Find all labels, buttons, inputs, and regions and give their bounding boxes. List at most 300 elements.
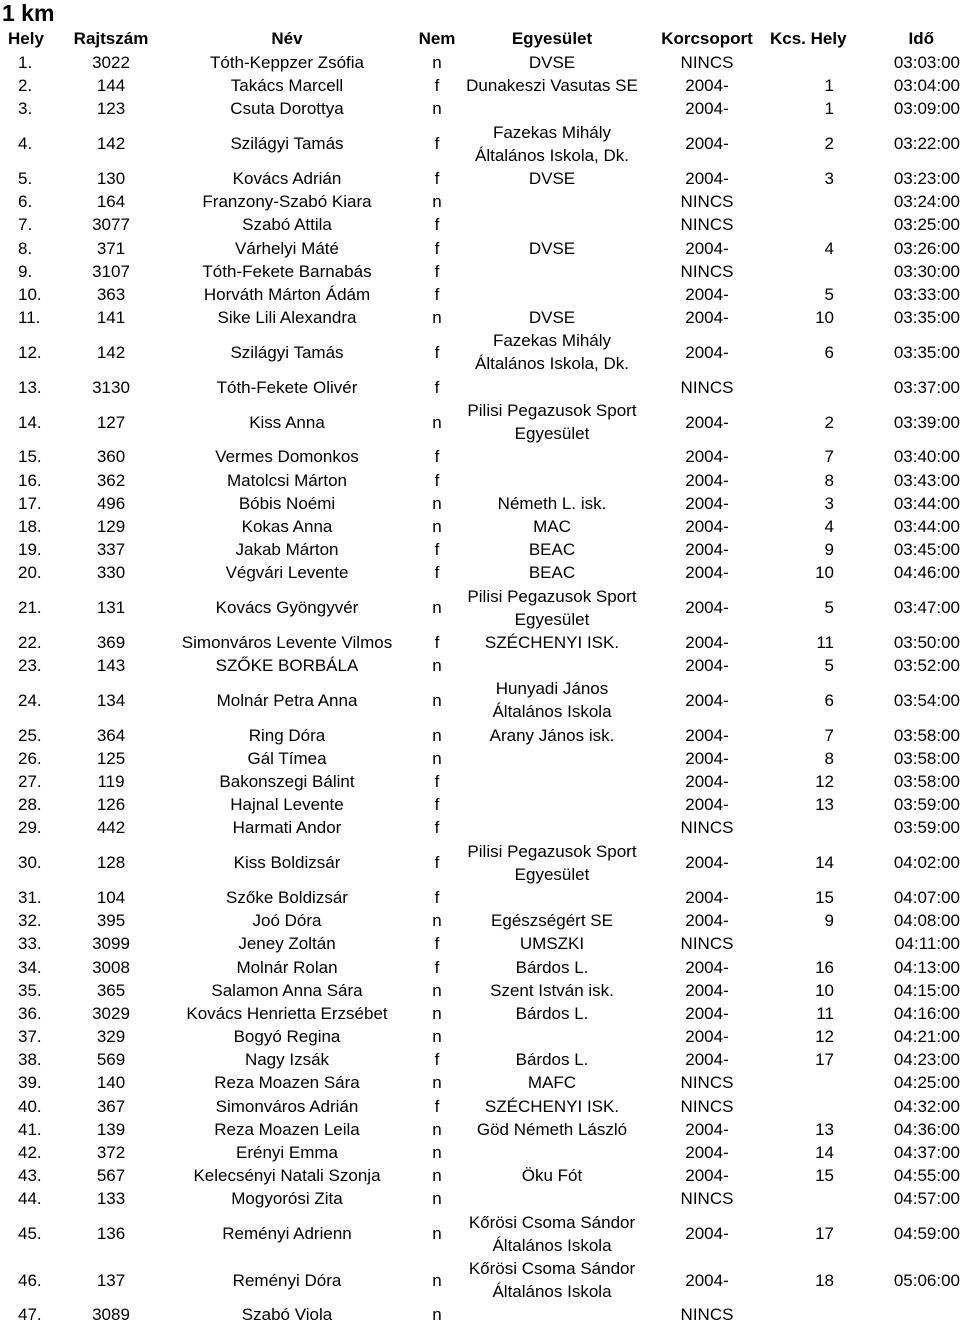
rajtszam-cell: 125 [96,748,126,768]
nev-cell: Horváth Márton Ádám [203,284,371,304]
header-egyesulet: Egyesület [511,29,593,48]
hely-cell: 14. [18,412,42,432]
hely-cell: 34. [18,957,42,977]
kcs-hely-cell: 13 [815,1119,834,1139]
kcs-hely-cell: 3 [824,169,834,189]
rajtszam-cell: 134 [96,690,126,710]
table-row [0,376,960,399]
ido-cell: 03:22:00 [893,134,960,154]
table-row [0,770,960,793]
rajtszam-cell: 3107 [92,261,130,281]
egyesulet-cell: SZÉCHENYI ISK. [484,1096,620,1116]
korcsoport-cell: 2004- [685,795,729,815]
nev-cell: Tóth-Fekete Olivér [216,377,358,397]
hely-cell: 33. [18,934,42,954]
rajtszam-cell: 130 [96,169,126,189]
nem-cell: f [434,169,440,189]
ido-cell: 03:35:00 [893,342,960,362]
table-row [0,538,960,561]
nem-cell: n [432,980,442,1000]
table-row [0,955,960,978]
rajtszam-cell: 129 [96,516,126,536]
kcs-hely-cell: 10 [815,980,834,1000]
nem-cell: f [434,342,440,362]
ido-cell: 03:58:00 [893,725,960,745]
kcs-hely-cell: 11 [816,1003,834,1023]
kcs-hely-cell: 5 [824,598,834,618]
nev-cell: Hajnal Levente [230,795,344,815]
page-title: 1 km [2,0,55,26]
table-row [0,260,960,283]
hely-cell: 40. [18,1096,42,1116]
table-row [0,329,960,375]
nem-cell: n [432,1270,442,1290]
rajtszam-cell: 133 [96,1189,126,1209]
table-row [0,97,960,120]
nem-cell: f [434,447,440,467]
kcs-hely-cell: 2 [824,412,834,432]
korcsoport-cell: 2004- [685,447,729,467]
table-row [0,515,960,538]
ido-cell: 04:55:00 [893,1166,960,1186]
kcs-hely-cell: 12 [815,771,834,791]
hely-cell: 41. [18,1119,42,1139]
hely-cell: 43. [18,1166,42,1186]
rajtszam-cell: 442 [96,818,126,838]
table-row [0,1048,960,1071]
nem-cell: n [432,725,442,745]
nev-cell: Reményi Dóra [232,1270,342,1290]
ido-cell: 03:39:00 [893,412,960,432]
header-rajtszam: Rajtszám [73,29,149,48]
nem-cell: n [432,1073,442,1093]
table-row [0,1210,960,1256]
egyesulet-cell: DVSE [528,169,576,189]
ido-cell: 04:32:00 [893,1096,960,1116]
hely-cell: 39. [18,1073,42,1093]
header-ido: Idő [908,29,934,48]
table-row [0,1164,960,1187]
ido-cell [834,1303,960,1326]
ido-cell: 03:25:00 [893,215,960,235]
korcsoport-cell: NINCS [680,818,734,838]
kcs-hely-cell: 10 [815,308,834,328]
hely-cell: 20. [18,563,42,583]
nev-cell: Simonváros Adrián [215,1096,359,1116]
egyesulet-cell: UMSZKI [519,934,585,954]
rajtszam-cell: 3022 [92,53,130,73]
nev-cell: Matolcsi Márton [227,470,347,490]
kcs-hely-cell [770,1303,834,1326]
ido-cell: 03:30:00 [893,261,960,281]
kcs-hely-cell: 17 [815,1050,834,1070]
korcsoport-cell: 2004- [685,1270,729,1290]
nev-cell: Tóth-Fekete Barnabás [202,261,372,281]
nem-cell: n [432,412,442,432]
korcsoport-cell: 2004- [685,516,729,536]
kcs-hely-cell: 17 [815,1224,834,1244]
kcs-hely-cell: 7 [824,447,834,467]
rajtszam-cell: 144 [96,76,126,96]
nem-cell: n [432,53,442,73]
nev-cell: Molnár Rolan [236,957,338,977]
nev-cell: Reményi Adrienn [222,1224,352,1244]
egyesulet-cell [460,1187,644,1210]
egyesulet-cell: MAFC [527,1073,577,1093]
kcs-hely-cell: 6 [824,342,834,362]
egyesulet-cell: DVSE [528,238,576,258]
hely-cell: 26. [18,748,42,768]
rajtszam-cell: 569 [96,1050,126,1070]
nev-cell: Kiss Anna [249,412,325,432]
rajtszam-cell: 119 [97,771,125,791]
kcs-hely-cell [770,190,834,213]
egyesulet-cell [460,213,644,236]
korcsoport-cell: 2004- [685,1224,729,1244]
hely-cell: 47. [18,1305,42,1325]
korcsoport-cell: NINCS [680,53,734,73]
ido-cell: 04:07:00 [893,887,960,907]
hely-cell: 19. [18,540,42,560]
rajtszam-cell: 3099 [92,934,130,954]
rajtszam-cell: 360 [96,447,126,467]
rajtszam-cell: 164 [96,192,126,212]
table-row [0,121,960,167]
kcs-hely-cell: 16 [815,957,834,977]
nem-cell: n [432,598,442,618]
nev-cell: Bogyó Regina [233,1027,341,1047]
ido-cell: 04:59:00 [893,1224,960,1244]
kcs-hely-cell: 15 [815,887,834,907]
results-table [0,27,960,1326]
egyesulet-cell [460,770,644,793]
ido-cell: 04:11:00 [895,934,960,954]
kcs-hely-cell: 10 [815,563,834,583]
kcs-hely-cell [770,260,834,283]
korcsoport-cell: 2004- [685,1027,729,1047]
kcs-hely-cell [770,932,834,955]
kcs-hely-cell: 9 [824,911,834,931]
kcs-hely-cell [770,51,834,74]
nev-cell: Salamon Anna Sára [211,980,363,1000]
nem-cell: n [432,1027,442,1047]
ido-cell: 03:58:00 [893,748,960,768]
kcs-hely-cell [770,1071,834,1094]
nev-cell: Reza Moazen Sára [214,1073,360,1093]
rajtszam-cell: 123 [96,99,126,119]
rajtszam-cell: 372 [96,1143,126,1162]
egyesulet-cell: BEAC [528,563,576,583]
egyesulet-cell [460,1025,644,1048]
egyesulet-cell: Kőrösi Csoma Sándor Általános Iskola [468,1212,636,1255]
nev-cell: Jeney Zoltán [238,934,336,954]
hely-cell: 5. [18,169,33,189]
egyesulet-cell [460,283,644,306]
hely-cell: 13. [18,377,42,397]
kcs-hely-cell [770,1187,834,1210]
korcsoport-cell: 2004- [685,1003,729,1023]
kcs-hely-cell: 4 [824,516,834,536]
kcs-hely-cell: 15 [815,1166,834,1186]
table-row [0,399,960,445]
egyesulet-cell [460,97,644,120]
nev-cell: Tóth-Keppzer Zsófia [209,53,364,73]
korcsoport-cell: 2004- [685,470,729,490]
egyesulet-cell: Arany János isk. [489,725,615,745]
nem-cell: n [432,1224,442,1244]
nev-cell: Bóbis Noémi [238,493,336,513]
kcs-hely-cell: 13 [815,795,834,815]
hely-cell: 29. [18,818,42,838]
nem-cell: f [434,887,440,907]
table-row [0,584,960,630]
rajtszam-cell: 3008 [92,957,130,977]
nem-cell: n [432,748,442,768]
hely-cell: 15. [18,447,42,467]
hely-cell: 1. [18,53,33,73]
rajtszam-cell: 3029 [92,1003,130,1023]
header-kcs-hely: Kcs. Hely [770,29,847,48]
korcsoport-cell: NINCS [680,934,734,954]
rajtszam-cell: 141 [96,308,126,328]
table-row [0,1071,960,1094]
hely-cell: 37. [18,1027,42,1047]
nem-cell: n [432,690,442,710]
hely-cell: 4. [18,134,33,154]
nem-cell: f [434,1050,440,1070]
ido-cell: 03:58:00 [893,771,960,791]
ido-cell: 04:25:00 [893,1073,960,1093]
table-row [0,979,960,1002]
ido-cell: 04:16:00 [893,1003,960,1023]
nem-cell: f [434,76,440,96]
rajtszam-cell: 371 [96,238,126,258]
hely-cell: 25. [18,725,42,745]
korcsoport-cell: 2004- [685,980,729,1000]
nem-cell: n [432,1305,442,1325]
table-row [0,468,960,491]
egyesulet-cell: Bárdos L. [515,957,589,977]
header-row [0,27,960,51]
korcsoport-cell: 2004- [685,563,729,583]
kcs-hely-cell: 4 [824,238,834,258]
nev-cell: SZŐKE BORBÁLA [215,656,359,676]
nev-cell: Joó Dóra [252,911,322,931]
nev-cell: Bakonszegi Bálint [219,771,355,791]
egyesulet-cell [460,445,644,468]
nev-cell: Vermes Domonkos [215,447,359,467]
ido-cell: 03:45:00 [893,540,960,560]
ido-cell: 03:24:00 [893,192,960,212]
ido-cell: 03:26:00 [893,238,960,258]
rajtszam-cell: 362 [96,470,126,490]
table-row [0,190,960,213]
egyesulet-cell [460,1141,644,1164]
kcs-hely-cell: 18 [815,1270,834,1290]
rajtszam-cell: 365 [96,980,126,1000]
nem-cell: f [434,261,440,281]
nem-cell: f [434,771,440,791]
table-row [0,677,960,723]
ido-cell: 03:44:00 [893,493,960,513]
ido-cell: 04:15:00 [893,980,960,1000]
nem-cell: f [434,934,440,954]
nem-cell: f [434,795,440,815]
ido-cell: 03:47:00 [893,598,960,618]
ido-cell: 03:54:00 [893,690,960,710]
nem-cell: f [434,1096,440,1116]
egyesulet-cell [460,1303,644,1326]
kcs-hely-cell [770,1095,834,1118]
ido-cell: 04:37:00 [893,1143,960,1162]
hely-cell: 36. [18,1003,42,1023]
nem-cell: f [434,957,440,977]
nev-cell: Kovács Gyöngyvér [215,598,359,618]
ido-cell: 04:13:00 [893,957,960,977]
korcsoport-cell: 2004- [685,412,729,432]
kcs-hely-cell: 3 [824,493,834,513]
nev-cell: Kiss Boldizsár [233,853,341,873]
ido-cell: 04:02:00 [893,853,960,873]
korcsoport-cell: 2004- [685,308,729,328]
nem-cell: n [432,99,442,119]
table-row [0,213,960,236]
ido-cell: 03:43:00 [893,470,960,490]
rajtszam-cell: 143 [96,656,126,676]
kcs-hely-cell: 8 [824,748,834,768]
ido-cell: 04:08:00 [893,911,960,931]
korcsoport-cell: 2004- [685,656,729,676]
korcsoport-cell: 2004- [685,493,729,513]
kcs-hely-cell: 1 [824,99,834,119]
kcs-hely-cell: 11 [816,632,834,652]
egyesulet-cell: Pilisi Pegazusok Sport Egyesület [467,401,637,444]
nem-cell: n [432,911,442,931]
nem-cell: n [432,1166,442,1186]
ido-cell: 03:04:00 [893,76,960,96]
rajtszam-cell: 104 [96,887,126,907]
hely-cell: 30. [18,853,42,873]
rajtszam-cell: 140 [96,1073,126,1093]
nev-cell: Várhelyi Máté [235,238,339,258]
nem-cell: f [434,563,440,583]
nem-cell: n [432,516,442,536]
table-row [0,167,960,190]
hely-cell: 46. [18,1270,42,1290]
rajtszam-cell: 330 [96,563,126,583]
table-row [0,816,960,839]
rajtszam-cell: 142 [96,134,126,154]
header-hely: Hely [8,29,44,48]
nem-cell: f [434,284,440,304]
korcsoport-cell: 2004- [685,76,729,96]
hely-cell: 17. [18,493,42,513]
rajtszam-cell: 567 [96,1166,126,1186]
hely-cell: 31. [18,887,42,907]
table-row [0,492,960,515]
hely-cell: 11. [18,308,41,328]
korcsoport-cell: 2004- [685,957,729,977]
ido-cell: 03:40:00 [893,447,960,467]
nev-cell: Kelecsényi Natali Szonja [193,1166,381,1186]
egyesulet-cell: DVSE [528,308,576,328]
rajtszam-cell: 126 [96,795,126,815]
nem-cell: f [434,632,440,652]
hely-cell: 24. [18,690,42,710]
ido-cell: 03:09:00 [893,99,960,119]
kcs-hely-cell: 7 [824,725,834,745]
nev-cell: Végvári Levente [225,563,349,583]
nem-cell: f [434,818,440,838]
korcsoport-cell: 2004- [685,1119,729,1139]
nev-cell: Szőke Boldizsár [226,887,348,907]
nev-cell: Sike Lili Alexandra [217,308,357,328]
table-row [0,724,960,747]
korcsoport-cell: 2004- [685,540,729,560]
nev-cell: Harmati Andor [232,818,342,838]
nem-cell: f [434,238,440,258]
nev-cell: Simonváros Levente Vilmos [181,632,393,652]
table-row [0,74,960,97]
nev-cell: Mogyorósi Zita [231,1189,343,1209]
ido-cell: 03:52:00 [893,656,960,676]
egyesulet-cell [460,886,644,909]
nem-cell: f [434,853,440,873]
korcsoport-cell: NINCS [680,1073,734,1093]
nev-cell: Szabó Viola [241,1305,333,1325]
table-row [0,654,960,677]
nev-cell: Szilágyi Tamás [230,134,344,154]
hely-cell: 28. [18,795,42,815]
rajtszam-cell: 136 [96,1224,126,1244]
table-row [0,1187,960,1210]
ido-cell: 04:57:00 [893,1189,960,1209]
header-nev: Név [271,29,303,48]
egyesulet-cell: Öku Fót [521,1166,583,1186]
korcsoport-cell: 2004- [685,134,729,154]
nev-cell: Csuta Dorottya [230,99,344,119]
table-row [0,886,960,909]
egyesulet-cell: Németh L. isk. [497,493,607,513]
table-row [0,283,960,306]
table-row [0,932,960,955]
egyesulet-cell: Kőrösi Csoma Sándor Általános Iskola [468,1259,636,1302]
nev-cell: Kovács Adrián [232,169,342,189]
hely-cell: 38. [18,1050,42,1070]
hely-cell: 3. [18,99,33,119]
korcsoport-cell: 2004- [685,911,729,931]
nem-cell: n [432,1189,442,1209]
rajtszam-cell: 496 [96,493,126,513]
nev-cell: Molnár Petra Anna [216,690,358,710]
table-row [0,561,960,584]
egyesulet-cell: Fazekas Mihály Általános Iskola, Dk. [474,331,629,374]
ido-cell: 03:44:00 [893,516,960,536]
hely-cell: 32. [18,911,42,931]
egyesulet-cell [460,816,644,839]
rajtszam-cell: 3077 [92,215,130,235]
rajtszam-cell: 3089 [92,1305,130,1325]
nem-cell: f [434,540,440,560]
table-row [0,909,960,932]
rajtszam-cell: 142 [96,342,126,362]
egyesulet-cell: Fazekas Mihály Általános Iskola, Dk. [474,122,629,165]
hely-cell: 22. [18,632,42,652]
egyesulet-cell: Göd Németh László [476,1119,628,1139]
table-row [0,839,960,885]
korcsoport-cell: 2004- [685,169,729,189]
hely-cell: 18. [18,516,42,536]
